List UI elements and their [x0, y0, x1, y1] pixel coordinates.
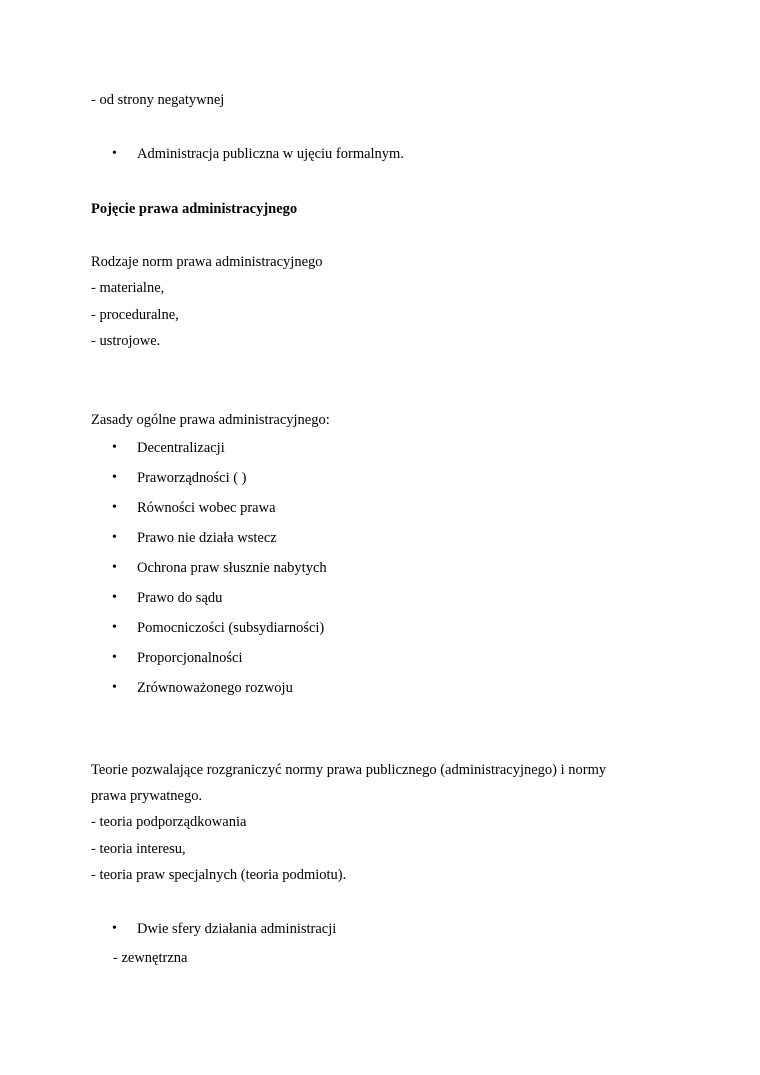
bullet-icon — [112, 439, 120, 457]
principle-item: Prawo do sądu — [137, 590, 223, 606]
theories-line: prawa prywatnego. — [91, 788, 203, 804]
bullet-item: Administracja publiczna w ujęciu formalnym. — [137, 146, 404, 162]
principle-item: Zrównoważonego rozwoju — [137, 680, 293, 696]
principle-item: Pomocniczości (subsydiarności) — [137, 620, 325, 636]
principle-item: Prawo nie działa wstecz — [137, 530, 277, 546]
norms-title: Rodzaje norm prawa administracyjnego — [91, 254, 323, 270]
theory-item: - teoria interesu, — [91, 841, 186, 857]
text-line: - od strony negatywnej — [91, 92, 225, 108]
principle-item: Ochrona praw słusznie nabytych — [137, 560, 327, 576]
spheres-bullet: Dwie sfery działania administracji — [137, 921, 337, 937]
principle-item: Równości wobec prawa — [137, 500, 276, 516]
principle-item: Proporcjonalności — [137, 650, 243, 666]
bullet-icon — [112, 920, 120, 938]
principle-item: Praworządności ( ) — [137, 470, 247, 486]
bullet-icon — [112, 499, 120, 517]
theory-item: - teoria podporządkowania — [91, 814, 247, 830]
bullet-icon — [112, 649, 120, 667]
norm-item: - proceduralne, — [91, 307, 179, 323]
norm-item: - materialne, — [91, 280, 165, 296]
bullet-icon — [112, 469, 120, 487]
spheres-sub-item: - zewnętrzna — [113, 950, 188, 966]
bullet-icon — [112, 619, 120, 637]
bullet-icon — [112, 679, 120, 697]
bullet-icon — [112, 589, 120, 607]
section-heading: Pojęcie prawa administracyjnego — [91, 201, 298, 217]
theory-item: - teoria praw specjalnych (teoria podmiotu). — [91, 867, 347, 883]
bullet-icon — [112, 145, 120, 163]
principle-item: Decentralizacji — [137, 440, 225, 456]
principles-title: Zasady ogólne prawa administracyjnego: — [91, 412, 330, 428]
norm-item: - ustrojowe. — [91, 333, 161, 349]
bullet-icon — [112, 529, 120, 547]
bullet-icon — [112, 559, 120, 577]
theories-line: Teorie pozwalające rozgraniczyć normy prawa publicznego (administracyjnego) i normy — [91, 762, 607, 778]
